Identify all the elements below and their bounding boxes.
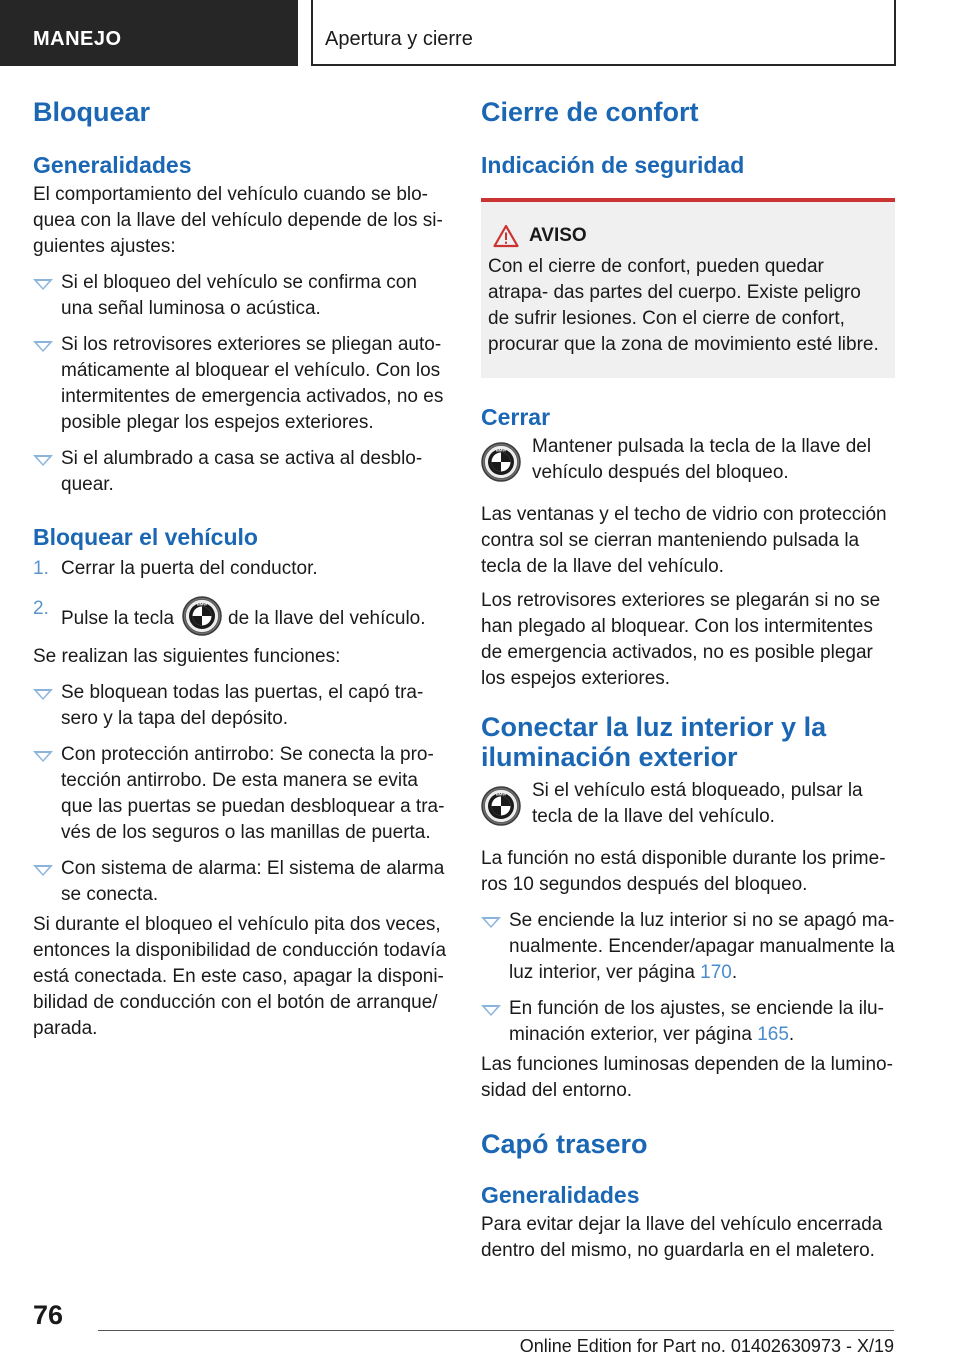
list-item: Con sistema de alarma: El sistema de alarma se conecta. bbox=[33, 856, 447, 908]
list-item: En función de los ajustes, se enciende la ilu‐ minación exterior, ver página 165. bbox=[481, 996, 895, 1048]
luz-paragraph-1: La función no está disponible durante los prime‐ ros 10 segundos después del bloqueo. bbox=[481, 848, 886, 895]
heading-indicacion-seguridad: Indicación de seguridad bbox=[481, 152, 745, 178]
warning-title: AVISO bbox=[529, 225, 587, 246]
list-item: Si el alumbrado a casa se activa al desblo‐ quear. bbox=[33, 446, 447, 498]
heading-generalidades: Generalidades bbox=[33, 152, 192, 178]
bmw-key-button-icon bbox=[182, 596, 222, 636]
heading-capo-trasero: Capó trasero bbox=[481, 1129, 648, 1159]
step-1: 1. Cerrar la puerta del conductor. bbox=[33, 558, 318, 579]
triangle-bullet-icon bbox=[33, 279, 53, 290]
icon-instruction: Mantener pulsada la tecla de la llave del vehículo después del bloqueo. bbox=[481, 434, 895, 486]
page-link[interactable]: 165 bbox=[757, 1024, 789, 1045]
bmw-key-button-icon bbox=[481, 442, 521, 482]
section-title: MANEJO bbox=[33, 28, 122, 50]
triangle-bullet-icon bbox=[33, 751, 53, 762]
triangle-bullet-icon bbox=[481, 917, 501, 928]
heading-luz-interior: Conectar la luz interior y la iluminación exterior bbox=[481, 712, 827, 772]
chapter-divider bbox=[311, 0, 313, 66]
warning-header bbox=[493, 224, 887, 248]
cerrar-paragraph-1: Las ventanas y el techo de vidrio con protección contra sol se cierran manteniendo pulsada la tecla de la llave del vehículo. bbox=[481, 504, 887, 577]
heading-cierre-confort: Cierre de confort bbox=[481, 97, 699, 127]
capo-text: Para evitar dejar la llave del vehículo encerrada dentro del mismo, no guardarla en el maletero. bbox=[481, 1214, 883, 1261]
triangle-bullet-icon bbox=[33, 455, 53, 466]
functions-intro: Se realizan las siguientes funciones: bbox=[33, 646, 341, 667]
heading-generalidades-capo: Generalidades bbox=[481, 1182, 640, 1208]
luz-paragraph-2: Las funciones luminosas dependen de la lumino‐ sidad del entorno. bbox=[481, 1054, 893, 1101]
chapter-tab bbox=[311, 0, 896, 66]
triangle-bullet-icon bbox=[33, 865, 53, 876]
right-column bbox=[481, 96, 895, 1264]
chapter-title: Apertura y cierre bbox=[325, 28, 473, 50]
list-item: Se enciende la luz interior si no se apagó ma‐ nualmente. Encender/apagar manualmente la luz interior, ver página 170. bbox=[481, 908, 895, 986]
cerrar-paragraph-2: Los retrovisores exteriores se plegarán si no se han plegado al bloquear. Con los intermitentes de emergencia activados, no es posible plegar los espejos exteriores. bbox=[481, 590, 881, 689]
warning-box bbox=[481, 198, 895, 378]
page-link[interactable]: 170 bbox=[700, 962, 732, 983]
heading-cerrar: Cerrar bbox=[481, 404, 551, 430]
triangle-bullet-icon bbox=[481, 1005, 501, 1016]
warning-triangle-icon bbox=[493, 224, 519, 248]
heading-bloquear: Bloquear bbox=[33, 97, 151, 127]
footer-edition: Online Edition for Part no. 01402630973 - X/19 bbox=[519, 1336, 894, 1356]
left-column bbox=[33, 96, 447, 1042]
triangle-bullet-icon bbox=[33, 341, 53, 352]
icon-instruction: Si el vehículo está bloqueado, pulsar la tecla de la llave del vehículo. bbox=[481, 778, 895, 830]
page-header bbox=[0, 0, 960, 66]
list-item: Se bloquean todas las puertas, el capó tra‐ sero y la tapa del depósito. bbox=[33, 680, 447, 732]
bmw-key-button-icon bbox=[481, 786, 521, 826]
heading-bloquear-vehiculo: Bloquear el vehículo bbox=[33, 524, 258, 550]
list-item: Si el bloqueo del vehículo se confirma con una señal luminosa o acústica. bbox=[33, 270, 447, 322]
section-tab bbox=[0, 0, 298, 66]
triangle-bullet-icon bbox=[33, 689, 53, 700]
closing-paragraph: Si durante el bloqueo el vehículo pita dos veces, entonces la disponibilidad de conducción todavía está conectada. En este caso, apagar la disponi‐ bilidad de conducción con el botón de arranque/ parada. bbox=[33, 914, 447, 1039]
list-item: Con protección antirrobo: Se conecta la pro‐ tección antirrobo. De esta manera se evita que las puertas se puedan desbloquear a tra‐ vés de los seguros o las manillas de puerta. bbox=[33, 742, 447, 846]
generalidades-text: El comportamiento del vehículo cuando se blo‐ quea con la llave del vehículo depende de los si‐ guientes ajustes: bbox=[33, 184, 443, 257]
warning-text: Con el cierre de confort, pueden quedar atrapa‐ das partes del cuerpo. Existe peligro de sufrir lesiones. Con el cierre de confort, procurar que la zona de movimiento esté libre. bbox=[488, 256, 879, 355]
footer-divider bbox=[98, 1330, 894, 1331]
step-2: 2. Pulse la tecla de la llave del vehículo. bbox=[33, 596, 447, 636]
list-item: Si los retrovisores exteriores se pliegan auto‐ máticamente al bloquear el vehículo. Con los intermitentes de emergencia activados, no es posible plegar los espejos exteriores. bbox=[33, 332, 447, 436]
page-number: 76 bbox=[33, 1300, 64, 1330]
